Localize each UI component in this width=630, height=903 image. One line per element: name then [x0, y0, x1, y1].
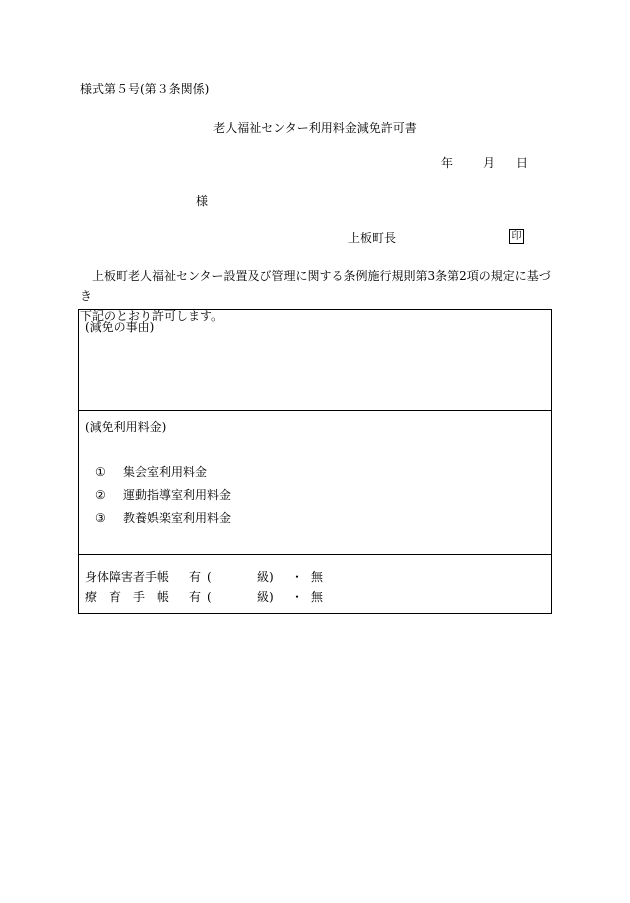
date-month: 月 [483, 156, 496, 170]
fee-number: ② [95, 488, 106, 502]
form-number: 様式第５号(第３条関係) [80, 82, 210, 96]
fee-label: 集会室利用料金 [123, 465, 208, 479]
fee-section [79, 410, 551, 555]
date-day: 日 [516, 156, 529, 170]
fee-number: ① [95, 465, 106, 479]
fee-label: 運動指導室利用料金 [123, 488, 232, 502]
certificate-none: 無 [311, 590, 324, 604]
document-title: 老人福祉センター利用料金減免許可書 [213, 121, 417, 135]
certificate-row [85, 568, 323, 585]
permit-table [78, 309, 552, 614]
certificate-name: 療 育 手 帳 [85, 590, 170, 604]
certificate-none: 無 [311, 570, 324, 584]
certificate-has: 有 [189, 570, 202, 584]
body-line-2: 下記のとおり許可します。 [80, 309, 224, 323]
reason-heading: (減免の事由) [85, 320, 155, 334]
date-year: 年 [441, 156, 454, 170]
fee-item [95, 486, 231, 503]
certificate-name: 身体障害者手帳 [85, 570, 170, 584]
reason-section [79, 310, 551, 411]
fee-label: 教養娯楽室利用料金 [123, 511, 232, 525]
certificate-grade: 級) [257, 590, 274, 604]
fee-number: ③ [95, 511, 106, 525]
seal-mark: 印 [509, 229, 524, 244]
certificate-section [79, 554, 551, 613]
addressee-suffix: 様 [196, 194, 209, 208]
certificate-grade: 級) [257, 570, 274, 584]
certificate-row [85, 588, 323, 605]
fee-heading: (減免利用料金) [85, 420, 167, 434]
certificate-dot: ・ [291, 570, 304, 584]
certificate-paren: ( [207, 570, 212, 584]
body-line-1: 上板町老人福祉センター設置及び管理に関する条例施行規則第3条第2項の規定に基づき [80, 269, 551, 303]
date-line [441, 156, 528, 170]
issuer-name: 上板町長 [348, 231, 397, 245]
fee-item [95, 509, 231, 526]
certificate-dot: ・ [291, 590, 304, 604]
certificate-paren: ( [207, 590, 212, 604]
fee-item [95, 463, 207, 480]
certificate-has: 有 [189, 590, 202, 604]
